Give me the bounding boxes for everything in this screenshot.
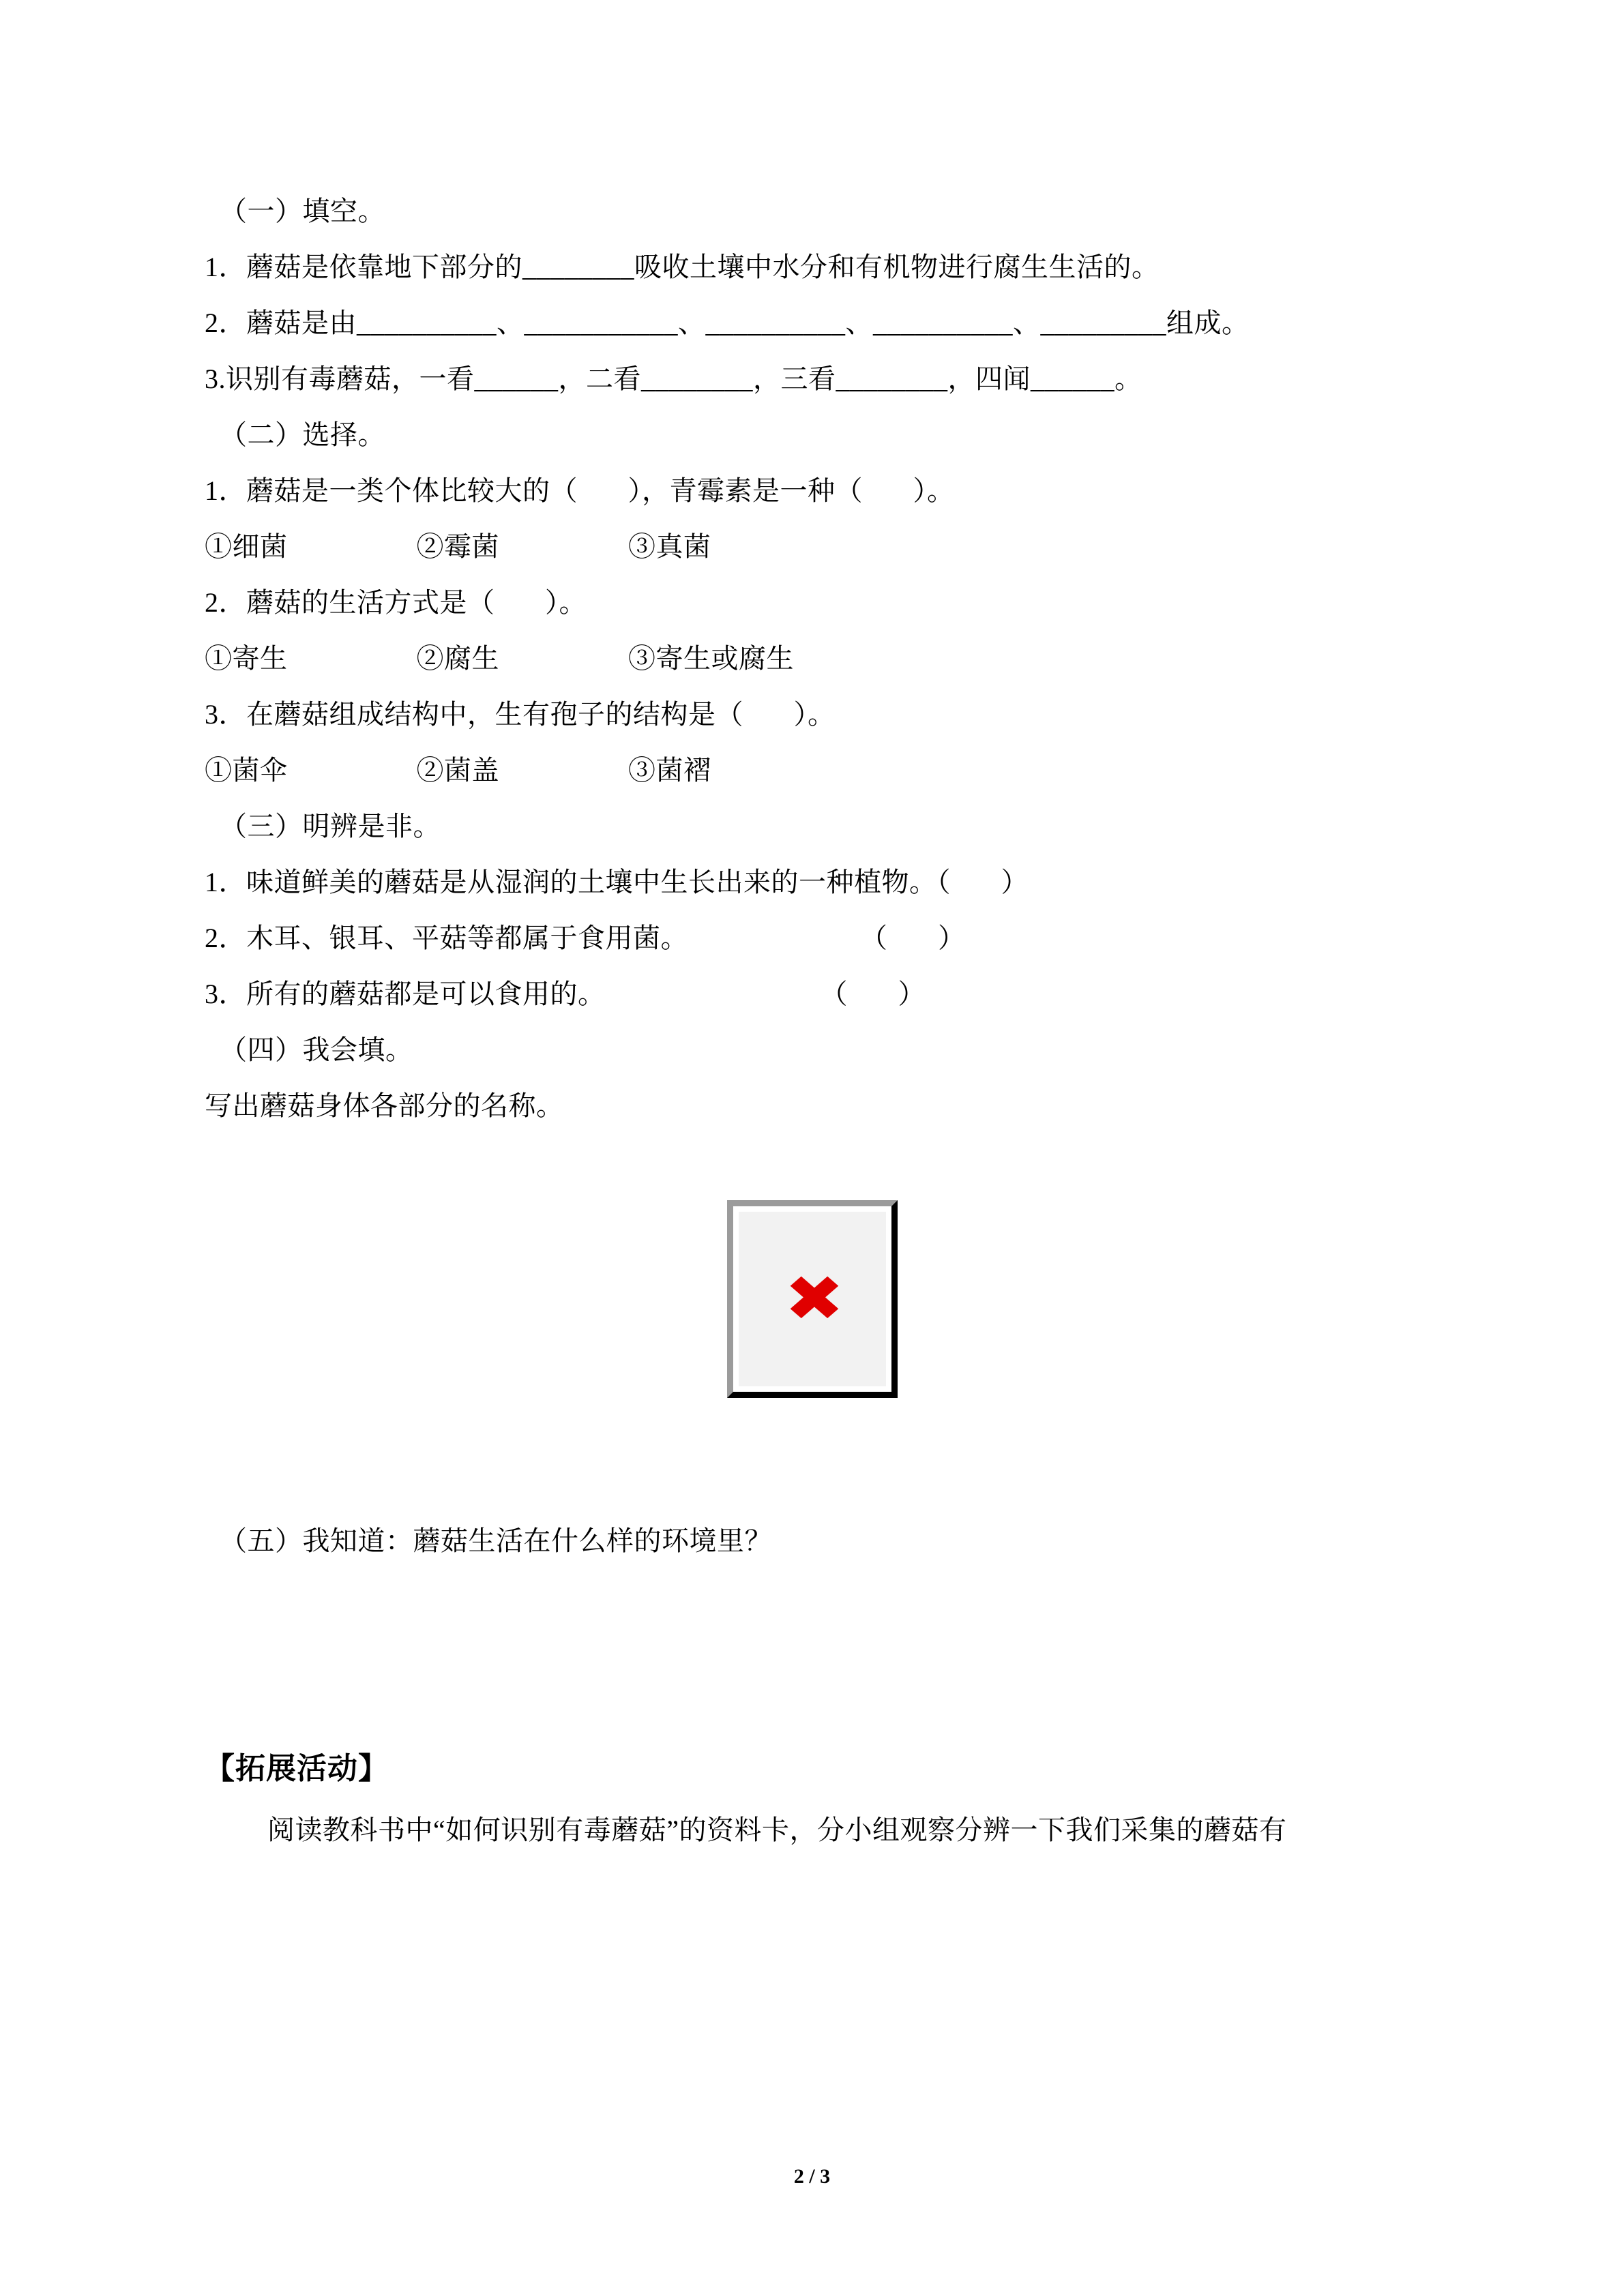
labeling-prompt: 写出蘑菇身体各部分的名称。 [205, 1090, 564, 1121]
document-body [205, 198, 1419, 1844]
extension-activity-paragraph: 阅读教科书中“如何识别有毒蘑菇”的资料卡，分小组观察分辨一下我们采集的蘑菇有 [267, 1815, 1287, 1845]
choice-question-2-options: ①寄生 ②腐生 ③寄生或腐生 [205, 643, 794, 674]
choice-question-1: 1．蘑菇是一类个体比较大的（ ），青霉素是一种（ ）。 [205, 475, 955, 506]
broken-image-placeholder [727, 1200, 898, 1398]
broken-image-icon: ✖ [784, 1262, 840, 1335]
fill-blank-question-3: 3.识别有毒蘑菇，一看______，二看________，三看________，四闻______。 [205, 363, 1142, 394]
choice-question-3: 3．在蘑菇组成结构中，生有孢子的结构是（ ）。 [205, 699, 836, 730]
mushroom-diagram-area [205, 1200, 1419, 1425]
truefalse-question-1: 1．味道鲜美的蘑菇是从湿润的土壤中生长出来的一种植物。（ ） [205, 867, 1029, 897]
choice-question-2: 2．蘑菇的生活方式是（ ）。 [205, 587, 587, 618]
truefalse-question-2: 2．木耳、银耳、平菇等都属于食用菌。 （ ） [205, 923, 966, 953]
spacer-before-extension [205, 1583, 1419, 1754]
choice-question-1-options: ①细菌 ②霉菌 ③真菌 [205, 531, 711, 562]
page-number-footer: 2 / 3 [793, 2165, 831, 2188]
fill-blank-question-1: 1．蘑菇是依靠地下部分的________吸收土壤中水分和有机物进行腐生生活的。 [205, 252, 1160, 282]
spacer-after-image [205, 1425, 1419, 1527]
know-section-heading: （五）我知道：蘑菇生活在什么样的环境里？ [220, 1525, 772, 1556]
truefalse-heading: （三）明辨是非。 [220, 811, 441, 841]
choice-question-3-options: ①菌伞 ②菌盖 ③菌褶 [205, 755, 711, 786]
broken-image-inner [739, 1212, 886, 1386]
fill-blank-heading: （一）填空。 [220, 196, 385, 226]
labeling-heading: （四）我会填。 [220, 1034, 413, 1065]
fill-blank-question-2: 2．蘑菇是由__________、___________、__________、__________、_________组成。 [205, 308, 1250, 338]
truefalse-question-3: 3．所有的蘑菇都是可以食用的。 （ ） [205, 979, 926, 1009]
choice-heading: （二）选择。 [220, 419, 385, 450]
extension-activity-heading: 【拓展活动】 [205, 1752, 389, 1785]
